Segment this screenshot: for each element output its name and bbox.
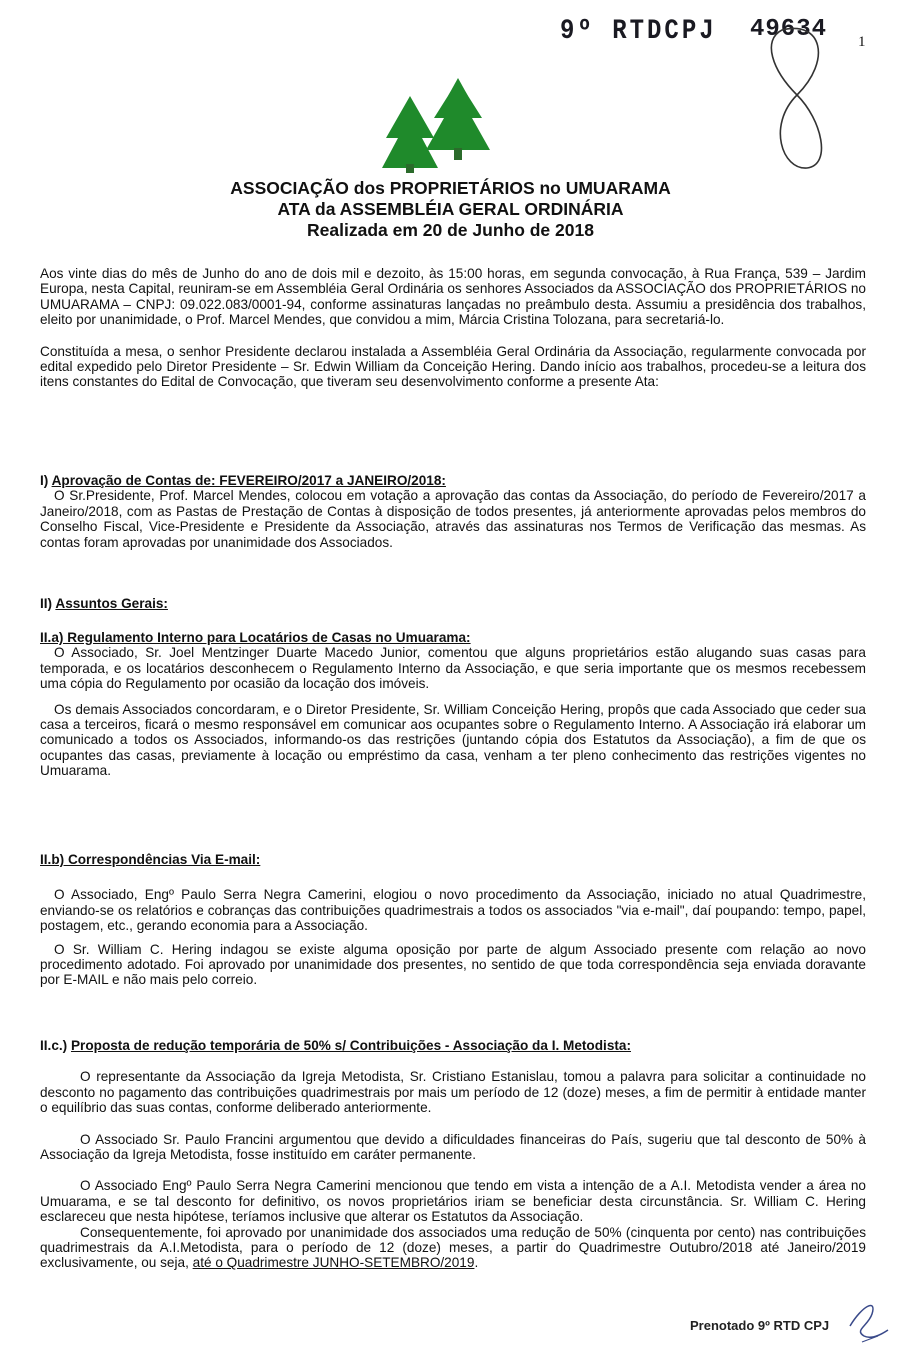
section-2c-paragraph-4-underlined: até o Quadrimestre JUNHO-SETEMBRO/2019 [192,1255,475,1271]
section-2c [40,1038,866,1271]
section-2a-heading [40,630,866,645]
section-1-title: Aprovação de Contas de: FEVEREIRO/2017 a JANEIRO/2018: [51,473,446,488]
section-1-heading [40,473,866,488]
section-1-number: I) [40,473,49,488]
section-2b [40,852,866,988]
header-line-1: ASSOCIAÇÃO dos PROPRIETÁRIOS no UMUARAMA [230,178,671,198]
section-2-number: II) [40,596,53,611]
section-2a [40,630,866,779]
section-1 [40,473,866,550]
intro-paragraph-2: Constituída a mesa, o senhor Presidente declarou instalada a Assembléia Geral Ordinária da Associação, regularmente convocada por edital expedido pelo Diretor Presidente – Sr. Edwin William da Conceição Hering. Dando início aos trabalhos, procedeu-se a leitura dos itens constantes do Edital de Convocação, que tiveram seu desenvolvimento conforme a presente Ata: [40,343,866,390]
registry-stamp: 9º RTDCPJ [560,15,717,48]
section-2b-paragraph-2: O Sr. William C. Hering indagou se existe alguma oposição por parte de algum Associado presente com relação ao novo procedimento adotado. Foi aprovado por unanimidade dos presentes, no sentido de que toda correspondência seja enviada doravante por E-MAIL e não mais pelo correio. [40,941,866,988]
section-2b-title: II.b) Correspondências Via E-mail: [40,852,261,867]
registry-number: 49634 [750,16,828,43]
section-2c-title: Proposta de redução temporária de 50% s/ Contribuições - Associação da I. Metodista: [70,1038,631,1053]
section-2c-heading [40,1038,866,1053]
section-2c-paragraph-3: O Associado Engº Paulo Serra Negra Camerini mencionou que tendo em vista a intenção de a A.I. Metodista vender a área no Umuarama, e se tal desconto for definitivo, os novos proprietários iriam se beneficiar desta circunstância. Sr. William C. Hering esclareceu que nesta hipótese, teríamos inclusive que alterar os Estatutos da Associação. [40,1178,866,1225]
section-2b-heading [40,852,866,867]
section-1-paragraph: O Sr.Presidente, Prof. Marcel Mendes, colocou em votação a aprovação das contas da Associação, do período de Fevereiro/2017 a Janeiro/2018, com as Pastas de Prestação de Contas à disposição de todos presentes, já anteriormente aprovadas pelos membros do Conselho Fiscal, Vice-Presidente e Presidente da Associação, através das assinaturas nos Termos de Verificação das mesmas. As contas foram aprovadas por unanimidade dos Associados. [40,488,866,550]
handwritten-signature [752,20,842,180]
section-2 [40,596,866,611]
section-2c-paragraph-4-main: Consequentemente, foi aprovado por unanimidade dos associados uma redução de 50% (cinquenta por cento) nas contribuições quadrimestrais da A.I.Metodista, para o período de 12 (doze) meses, a partir do Quadrimestre Outubro/2018 até Janeiro/2019 exclusivamente, ou seja, [40,1224,866,1271]
section-2a-paragraph-2: Os demais Associados concordaram, e o Diretor Presidente, Sr. William Conceição Hering, propôs que cada Associado que ceder sua casa a terceiros, ficará o mesmo responsável em comunicar aos ocupantes sobre o Regulamento Interno. A Associação irá elaborar um comunicado a todos os Associados, informando-os das restrições (juntando cópia dos Estatutos da Associação), a fim de que os ocupantes das casas, previamente à locação ou empréstimo da casa, venham a ter pleno conhecimento das restrições vigentes no Umuarama. [40,701,866,779]
section-2c-paragraph-2: O Associado Sr. Paulo Francini argumentou que devido a dificuldades financeiras do País, sugeriu que tal desconto de 50% à Associação da Igreja Metodista, fosse instituído em caráter permanente. [40,1131,866,1163]
header-line-3: Realizada em 20 de Junho de 2018 [307,220,594,240]
intro-section [40,266,866,390]
section-2c-paragraph-1: O representante da Associação da Igreja Metodista, Sr. Cristiano Estanislau, tomou a palavra para solicitar a continuidade no desconto no pagamento das contribuições quadrimestrais por mais um período de 12 (doze) meses, a fim de permitir à entidade manter o equilíbrio das suas contas, conforme deliberado anteriormente. [40,1069,866,1116]
section-2c-number: II.c.) [40,1038,68,1053]
intro-paragraph-1: Aos vinte dias do mês de Junho do ano de dois mil e dezoito, às 15:00 horas, em segunda convocação, à Rua França, 539 – Jardim Europa, nesta Capital, reuniram-se em Assembléia Geral Ordinária os senhores Associados da ASSOCIAÇÃO dos PROPRIETÁRIOS no UMUARAMA – CNPJ: 09.022.083/0001-94, conforme assinaturas lançadas no preâmbulo desta. Assumiu a presidência dos trabalhos, eleito por unanimidade, o Prof. Marcel Mendes, que convidou a mim, Márcia Cristina Tolozana, para secretariá-lo. [40,266,866,328]
section-2c-paragraph-4-end: . [474,1255,479,1271]
prenotation-stamp: Prenotado 9º RTD CPJ [690,1318,830,1333]
page-number: 1 [858,34,866,50]
footer-signature [842,1296,892,1346]
pine-trees-logo [380,78,500,173]
section-2a-paragraph-1: O Associado, Sr. Joel Mentzinger Duarte Macedo Junior, comentou que alguns proprietários estão alugando suas casas para temporada, e os locatários desconhecem o Regulamento Interno da Associação, e que seria importante que os mesmos recebessem uma cópia do Regulamento por ocasião da locação dos imóveis. [40,645,866,692]
section-2-heading [40,596,866,611]
section-2c-paragraph-4 [40,1225,866,1271]
section-2-title: Assuntos Gerais: [55,596,168,611]
document-header [0,178,901,241]
section-2b-paragraph-1: O Associado, Engº Paulo Serra Negra Camerini, elogiou o novo procedimento da Associação, iniciado no atual Quadrimestre, enviando-se os relatórios e cobranças das contribuições quadrimestrais a todos os associados "via e-mail", daí poupando: tempo, papel, postagem, etc., gerando economia para a Associação. [40,887,866,934]
header-line-2: ATA da ASSEMBLÉIA GERAL ORDINÁRIA [277,199,624,219]
section-2a-title: II.a) Regulamento Interno para Locatários de Casas no Umuarama: [40,630,471,645]
